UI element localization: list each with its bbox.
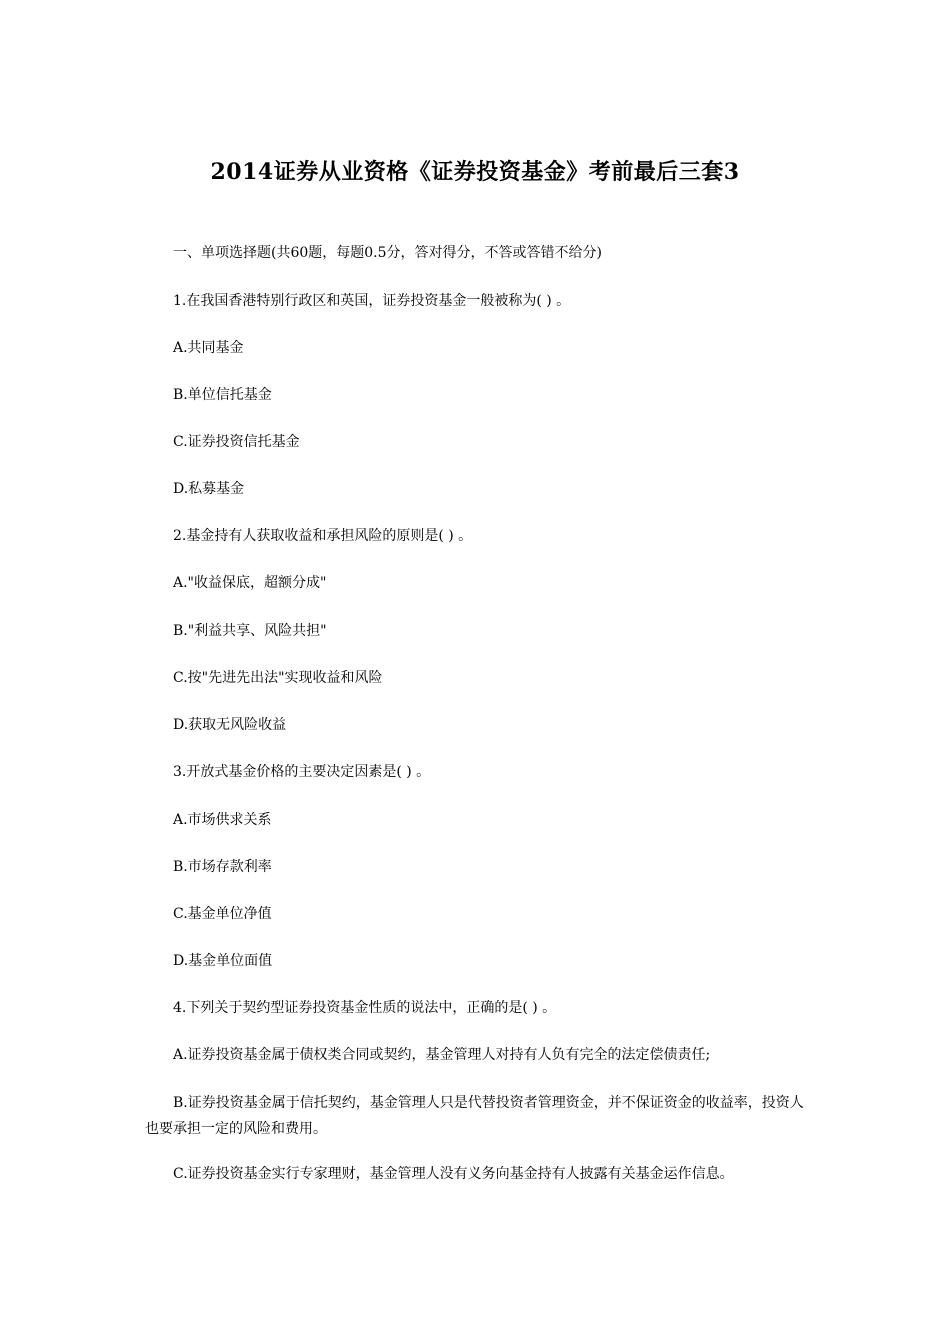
- document-title: 2014证券从业资格《证券投资基金》考前最后三套3: [210, 159, 740, 185]
- question-2-stem: 2.基金持有人获取收益和承担风险的原则是( ) 。: [173, 528, 473, 544]
- question-3-option-b: B.市场存款利率: [173, 859, 272, 875]
- question-1-stem: 1.在我国香港特别行政区和英国，证券投资基金一般被称为( ) 。: [173, 293, 571, 309]
- question-2-option-c: C.按"先进先出法"实现收益和风险: [173, 670, 383, 686]
- question-1-option-d: D.私募基金: [173, 481, 245, 497]
- question-4-option-b: B.证券投资基金属于信托契约，基金管理人只是代替投资者管理资金，并不保证资金的收益率，投资人也要承担一定的风险和费用。: [145, 1095, 804, 1137]
- question-1-option-a: A.共同基金: [173, 340, 244, 356]
- question-2-option-d: D.获取无风险收益: [173, 717, 287, 733]
- question-3-option-c: C.基金单位净值: [173, 906, 272, 922]
- question-3-option-a: A.市场供求关系: [173, 812, 272, 828]
- question-2-option-b: B."利益共享、风险共担": [173, 623, 327, 639]
- question-4-stem: 4.下列关于契约型证券投资基金性质的说法中，正确的是( ) 。: [173, 1000, 557, 1016]
- question-2-option-a: A."收益保底，超额分成": [173, 575, 327, 591]
- question-1-option-c: C.证券投资信托基金: [173, 434, 300, 450]
- question-4-option-a: A.证券投资基金属于债权类合同或契约，基金管理人对持有人负有完全的法定偿债责任;: [173, 1047, 711, 1063]
- question-1-option-b: B.单位信托基金: [173, 387, 272, 403]
- question-4-option-c: C.证券投资基金实行专家理财，基金管理人没有义务向基金持有人披露有关基金运作信息。: [173, 1166, 734, 1182]
- section-heading: 一、单项选择题(共60题，每题0.5分，答对得分，不答或答错不给分): [173, 245, 603, 261]
- question-3-stem: 3.开放式基金价格的主要决定因素是( ) 。: [173, 764, 431, 780]
- question-3-option-d: D.基金单位面值: [173, 953, 273, 969]
